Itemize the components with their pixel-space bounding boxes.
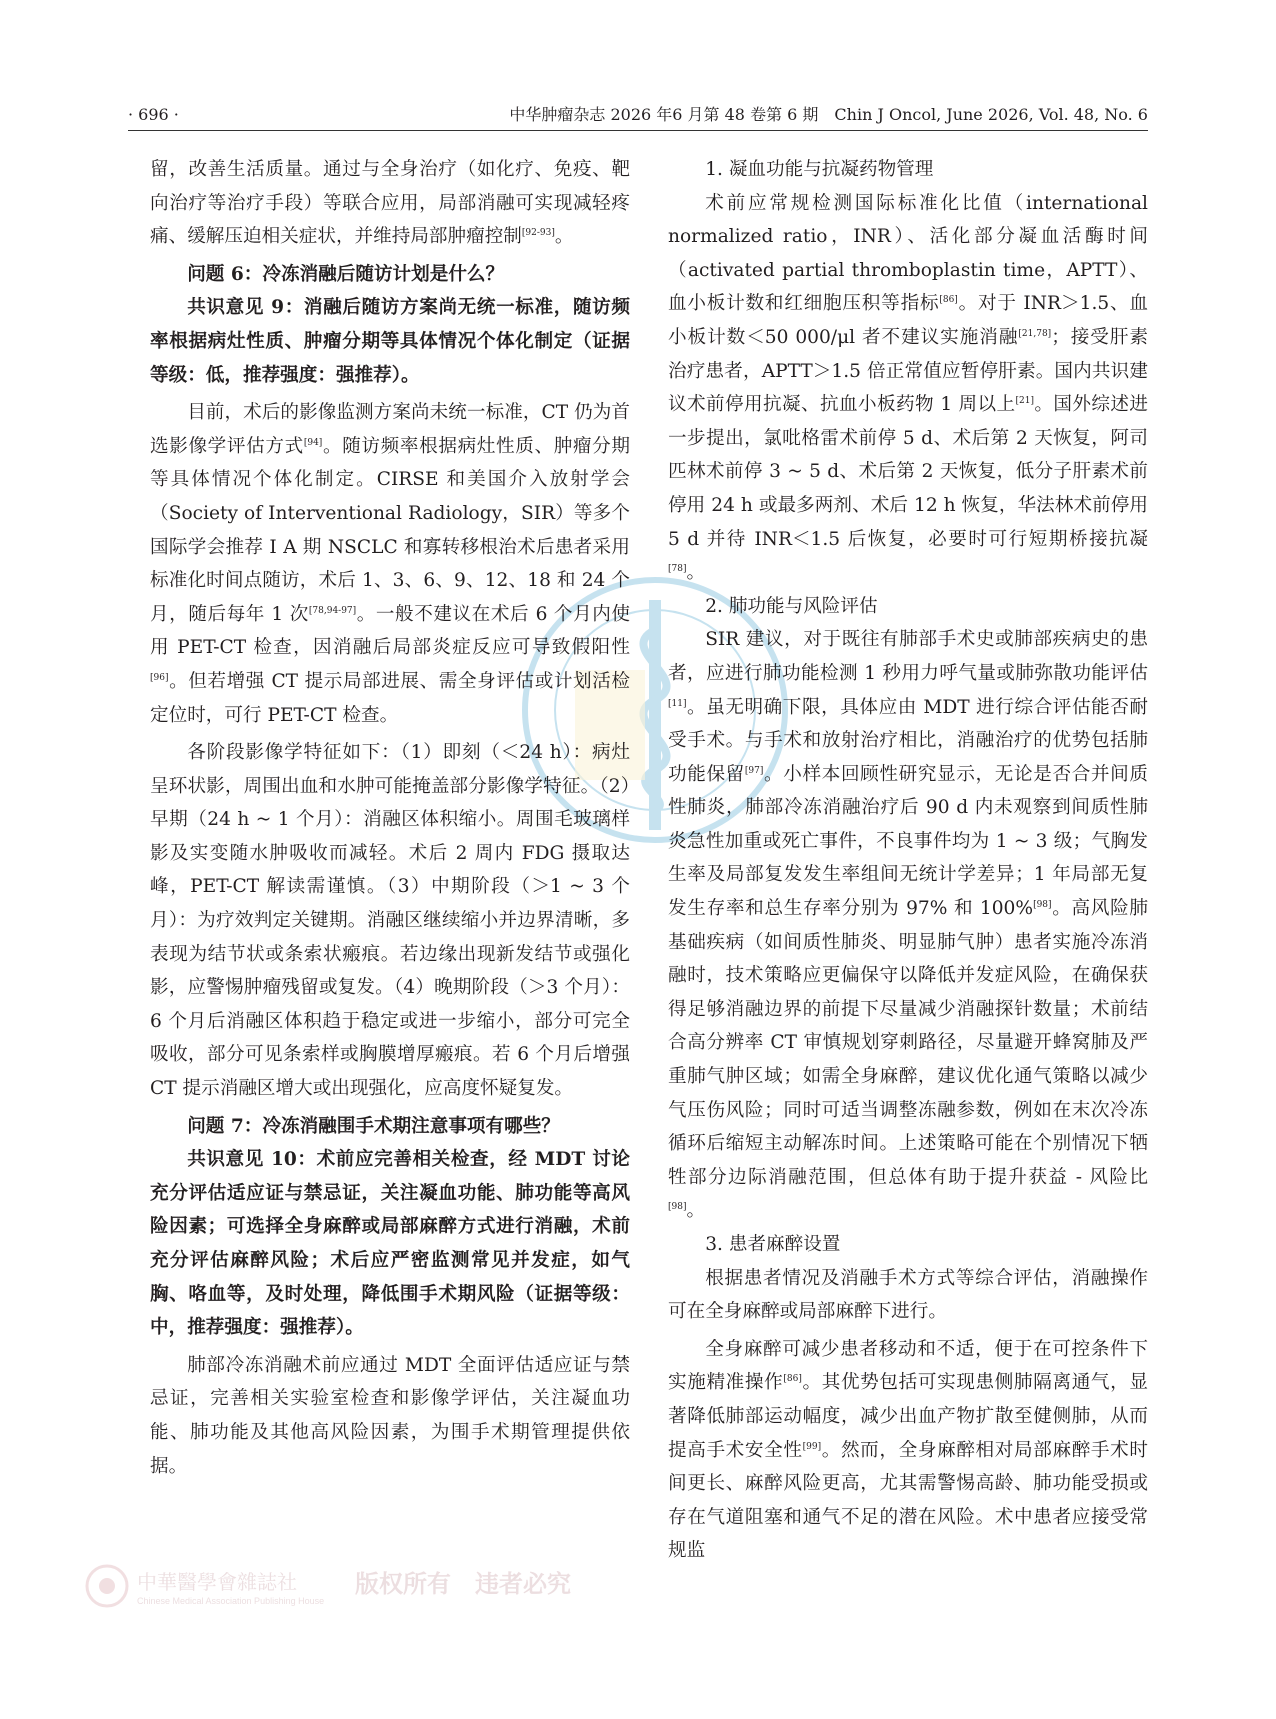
page-number: · 696 · bbox=[128, 105, 179, 124]
left-column bbox=[150, 153, 630, 1483]
running-header bbox=[128, 100, 1148, 131]
consensus-statement: 共识意见 9：消融后随访方案尚无统一标准，随访频率根据病灶性质、肿瘤分期等具体情况个体化制定（证据等级：低，推荐强度：强推荐）。 bbox=[150, 297, 630, 386]
citation-ref: [99] bbox=[802, 1441, 822, 1452]
citation-ref: [11] bbox=[668, 698, 687, 709]
paragraph: 目前，术后的影像监测方案尚未统一标准，CT 仍为首选影像学评估方式[94]。随访频率根据病灶性质、肿瘤分期等具体情况个体化制定。CIRSE 和美国介入放射学会（Society of Interventional Radiology，SIR）等多个国际学会推荐 Ⅰ A 期 NSCLC 和寡转移根治术后患者采用标准化时间点随访，术后 1、3、6、9、12、18 和 24 个月，随后每年 1 次[78,94-97]。一般不建议在术后 6 个月内使用 PET-CT 检查，因消融后局部炎症反应可导致假阳性[96]。但若增强 CT 提示局部进展、需全身评估或计划活检定位时，可行 PET-CT 检查。 bbox=[150, 402, 630, 726]
citation-ref: [21,78] bbox=[1018, 328, 1052, 339]
section-heading: 2. 肺功能与风险评估 bbox=[705, 595, 878, 617]
citation-ref: [98] bbox=[1033, 899, 1052, 910]
journal-citation: 中华肿瘤杂志 2026 年6 月第 48 卷第 6 期 Chin J Oncol, June 2026, Vol. 48, No. 6 bbox=[509, 105, 1148, 124]
citation-ref: [21] bbox=[1015, 395, 1034, 406]
publisher-name: 中華醫學會雜誌社 bbox=[137, 1570, 297, 1594]
paragraph: 术前应常规检测国际标准化比值（international normalized ratio，INR）、活化部分凝血活酶时间（activated partial thromboplastin time，APTT）、血小板计数和红细胞压积等指标[86]。对于 INR＞1.5、血小板计数＜50 000/μl 者不建议实施消融[21,78]；接受肝素治疗患者，APTT＞1.5 倍正常值应暂停肝素。国内共识建议术前停用抗凝、抗血小板药物 1 周以上[21]。国外综述进一步提出，氯吡格雷术前停 5 d、术后第 2 天恢复，阿司匹林术前停 3 ~ 5 d、术后第 2 天恢复，低分子肝素术前停用 24 h 或最多两剂、术后 12 h 恢复，华法林术前停用 5 d 并待 INR＜1.5 后恢复，必要时可行短期桥接抗凝[78]。 bbox=[668, 192, 1148, 584]
question-heading: 问题 6：冷冻消融后随访计划是什么？ bbox=[187, 263, 505, 285]
section-heading: 1. 凝血功能与抗凝药物管理 bbox=[705, 159, 934, 180]
citation-ref: [86] bbox=[939, 295, 958, 306]
citation-ref: [94] bbox=[303, 437, 323, 448]
citation-ref: [92-93] bbox=[521, 228, 555, 238]
paragraph: 根据患者情况及消融手术方式等综合评估，消融操作可在全身麻醉或局部麻醉下进行。 bbox=[668, 1267, 1148, 1323]
citation-ref: [78] bbox=[668, 563, 687, 574]
citation-ref: [78,94-97] bbox=[308, 605, 357, 616]
paragraph: SIR 建议，对于既往有肺部手术史或肺部疾病史的患者，应进行肺功能检测 1 秒用力呼气量或肺弥散功能评估[11]。虽无明确下限，具体应由 MDT 进行综合评估能否耐受手术。与手术和放射治疗相比，消融治疗的优势包括肺功能保留[97]。小样本回顾性研究显示，无论是否合并间质性肺炎，肺部冷冻消融治疗后 90 d 内未观察到间质性肺炎急性加重或死亡事件，不良事件均为 1 ~ 3 级；气胸发生率及局部复发发生率组间无统计学差异；1 年局部无复发生存率和总生存率分别为 97% 和 100%[98]。高风险肺基础疾病（如间质性肺炎、明显肺气肿）患者实施冷冻消融时，技术策略应更偏保守以降低并发症风险，在确保获得足够消融边界的前提下尽量减少消融探针数量；术前结合高分辨率 CT 审慎规划穿刺路径，尽量避开蜂窝肺及严重肺气肿区域；如需全身麻醉，建议优化通气策略以减少气压伤风险；同时可适当调整冻融参数，例如在末次冷冻循环后缩短主动解冻时间。上述策略可能在个别情况下牺牲部分边际消融范围，但总体有助于提升获益 - 风险比[98]。 bbox=[668, 629, 1148, 1222]
right-column bbox=[668, 153, 1148, 1568]
paragraph: 留，改善生活质量。通过与全身治疗（如化疗、免疫、靶向治疗等治疗手段）等联合应用，局部消融可实现减轻疼痛、缓解压迫相关症状，并维持局部肿瘤控制[92-93]。 bbox=[150, 159, 630, 248]
question-heading: 问题 7：冷冻消融围手术期注意事项有哪些？ bbox=[187, 1115, 560, 1137]
citation-ref: [86] bbox=[783, 1374, 802, 1385]
paragraph: 肺部冷冻消融术前应通过 MDT 全面评估适应证与禁忌证，完善相关实验室检查和影像学评估，关注凝血功能、肺功能及其他高风险因素，为围手术期管理提供依据。 bbox=[150, 1354, 630, 1477]
paragraph: 各阶段影像学特征如下：（1）即刻（＜24 h）：病灶呈环状影，周围出血和水肿可能掩盖部分影像学特征。（2）早期（24 h ~ 1 个月）：消融区体积缩小。周围毛玻璃样影及实变随水肿吸收而减轻。术后 2 周内 FDG 摄取达峰，PET-CT 解读需谨慎。（3）中期阶段（＞1 ~ 3 个月）：为疗效判定关键期。消融区继续缩小并边界清晰，多表现为结节状或条索状瘢痕。若边缘出现新发结节或强化影，应警惕肿瘤残留或复发。（4）晚期阶段（＞3 个月）：6 个月后消融区体积趋于稳定或进一步缩小，部分可完全吸收，部分可见条索样或胸膜增厚瘢痕。若 6 个月后增强 CT 提示消融区增大或出现强化，应高度怀疑复发。 bbox=[150, 742, 630, 1100]
section-heading: 3. 患者麻醉设置 bbox=[705, 1234, 841, 1255]
citation-ref: [98] bbox=[668, 1202, 687, 1213]
publisher-mark bbox=[85, 1560, 571, 1620]
citation-ref: [97] bbox=[744, 765, 764, 776]
paragraph: 全身麻醉可减少患者移动和不适，便于在可控条件下实施精准操作[86]。其优势包括可实现患侧肺隔离通气，显著降低肺部运动幅度，减少出血产物扩散至健侧肺，从而提高手术安全性[99]。然而，全身麻醉相对局部麻醉手术时间更长、麻醉风险更高，尤其需警惕高龄、肺功能受损或存在气道阻塞和通气不足的潜在风险。术中患者应接受常规监 bbox=[668, 1338, 1148, 1562]
publisher-name-en: Chinese Medical Association Publishing House bbox=[137, 1596, 325, 1606]
copyright-notice: 版权所有 违者必究 bbox=[355, 1569, 571, 1598]
consensus-statement: 共识意见 10：术前应完善相关检查，经 MDT 讨论充分评估适应证与禁忌证，关注凝血功能、肺功能等高风险因素；可选择全身麻醉或局部麻醉方式进行消融，术前充分评估麻醉风险；术后应严密监测常见并发症，如气胸、咯血等，及时处理，降低围手术期风险（证据等级：中，推荐强度：强推荐）。 bbox=[150, 1149, 630, 1339]
citation-ref: [96] bbox=[150, 672, 169, 683]
publisher-seal-icon bbox=[85, 1564, 129, 1608]
